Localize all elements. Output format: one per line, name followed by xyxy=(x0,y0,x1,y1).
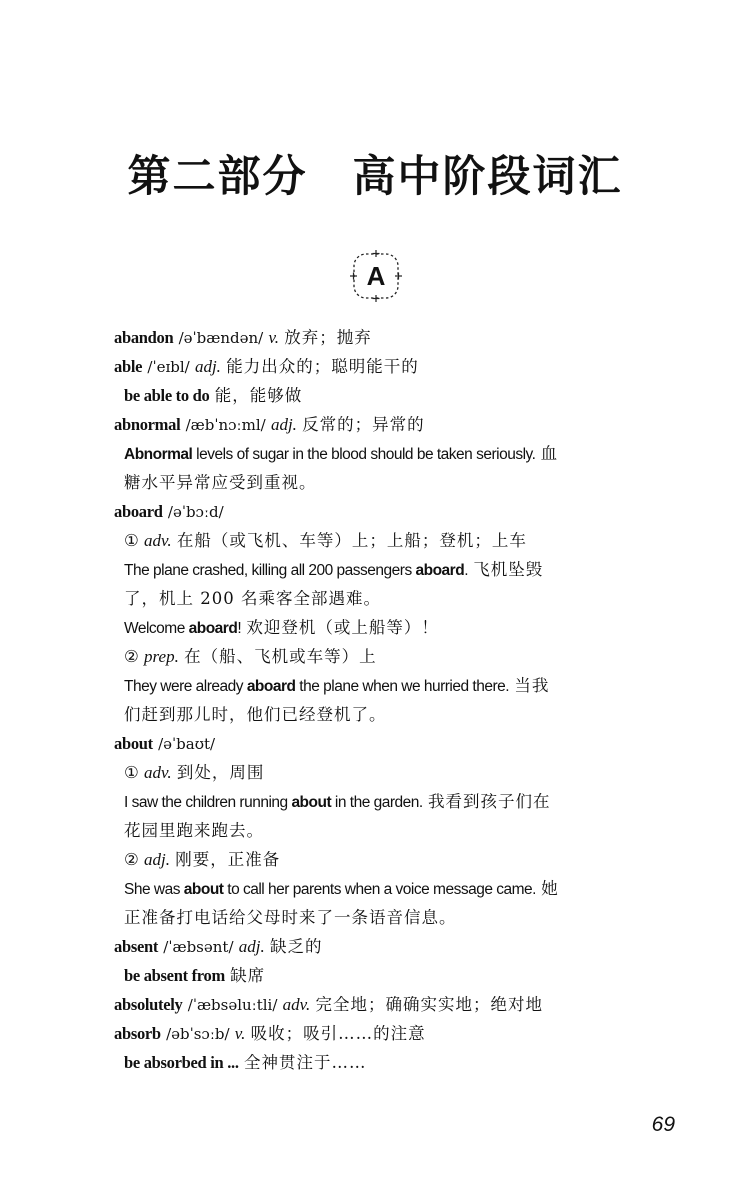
example-keyword: aboard xyxy=(188,620,238,637)
example-translation: 们赶到那儿时，他们已经登机了。 xyxy=(124,705,387,724)
entry-abnormal xyxy=(114,410,644,439)
part-of-speech: adv. xyxy=(144,763,172,782)
entry-absolutely xyxy=(114,990,644,1019)
headword: aboard xyxy=(114,502,163,521)
definition: 放弃；抛弃 xyxy=(284,328,372,347)
sense-number: ② xyxy=(124,850,139,869)
example-text: in the garden. xyxy=(331,794,423,811)
example-keyword: about xyxy=(291,794,332,811)
example-translation: 当我 xyxy=(514,676,550,695)
example-keyword: Abnormal xyxy=(124,446,193,463)
page-number: 69 xyxy=(651,1113,675,1136)
example-translation: 糖水平异常应受到重视。 xyxy=(124,473,317,492)
example-translation-line xyxy=(114,468,644,497)
phrase: be absorbed in ... xyxy=(124,1053,239,1072)
example-keyword: about xyxy=(183,881,224,898)
example-text: I saw the children running xyxy=(124,794,292,811)
phonetic: /æbˈnɔːml/ xyxy=(185,416,266,434)
example-text: the plane when we hurried there. xyxy=(295,678,510,695)
phrase-definition: 能，能够做 xyxy=(214,386,303,405)
phonetic: /əˈbɔːd/ xyxy=(167,503,224,521)
phrase: be able to do xyxy=(124,386,210,405)
definition: 在（船、飞机或车等）上 xyxy=(184,647,377,666)
sense-line xyxy=(114,642,644,671)
part-of-speech: adj. xyxy=(144,850,171,869)
example-translation: 欢迎登机（或上船等）！ xyxy=(246,618,439,637)
example-translation: 飞机坠毁 xyxy=(473,560,544,579)
example-text: ! xyxy=(237,620,242,637)
sense-number: ② xyxy=(124,647,139,666)
definition: 在船（或飞机、车等）上；上船；登机；上车 xyxy=(176,531,527,550)
headword: abnormal xyxy=(114,415,181,434)
definition: 刚要，正准备 xyxy=(175,850,281,869)
definition: 完全地；确确实实地；绝对地 xyxy=(315,995,543,1014)
headword: absorb xyxy=(114,1024,161,1043)
sense-line xyxy=(114,526,644,555)
example-translation-line xyxy=(114,903,644,932)
entry-about xyxy=(114,729,644,758)
phrase-line xyxy=(114,961,644,990)
phonetic: /əˈbaʊt/ xyxy=(158,735,216,753)
example-translation: 花园里跑来跑去。 xyxy=(124,821,264,840)
example-text: The plane crashed, killing all 200 passengers xyxy=(124,562,416,579)
entry-absent xyxy=(114,932,644,961)
example-text: She was xyxy=(124,881,184,898)
entry-abandon xyxy=(114,323,644,352)
phrase-definition: 缺席 xyxy=(230,966,266,985)
phonetic: /ˈæbsənt/ xyxy=(163,938,234,956)
example-keyword: aboard xyxy=(415,562,465,579)
example-keyword: aboard xyxy=(246,678,296,695)
phrase-line xyxy=(114,381,644,410)
example-translation-line xyxy=(114,700,644,729)
example-sentence xyxy=(114,439,644,468)
example-text: Welcome xyxy=(124,620,189,637)
part-of-speech: v. xyxy=(268,328,280,347)
example-translation: 我看到孩子们在 xyxy=(427,792,551,811)
phonetic: /ˈæbsəluːtli/ xyxy=(187,996,278,1014)
definition: 到处，周围 xyxy=(176,763,265,782)
example-sentence xyxy=(114,671,644,700)
section-letter: A xyxy=(366,261,386,291)
example-translation-line xyxy=(114,584,644,613)
part-of-speech: v. xyxy=(234,1024,246,1043)
headword: about xyxy=(114,734,153,753)
example-text: to call her parents when a voice message came. xyxy=(223,881,536,898)
phonetic: /əˈbændən/ xyxy=(178,329,264,347)
part-of-speech: adj. xyxy=(270,415,297,434)
sense-number: ① xyxy=(124,763,139,782)
example-translation: 她 xyxy=(541,879,559,898)
example-translation: 了，机上 200 名乘客全部遇难。 xyxy=(124,589,381,608)
example-sentence xyxy=(114,613,644,642)
phonetic: /əbˈsɔːb/ xyxy=(166,1025,230,1043)
sense-number: ① xyxy=(124,531,139,550)
page-title: 第二部分 高中阶段词汇 xyxy=(127,152,623,202)
phrase: be absent from xyxy=(124,966,225,985)
sense-line xyxy=(114,845,644,874)
headword: able xyxy=(114,357,143,376)
entry-absorb xyxy=(114,1019,644,1048)
part-of-speech: adv. xyxy=(282,995,311,1014)
entry-aboard xyxy=(114,497,644,526)
definition: 能力出众的；聪明能干的 xyxy=(226,357,419,376)
example-translation-line xyxy=(114,816,644,845)
headword: absolutely xyxy=(114,995,183,1014)
sense-line xyxy=(114,758,644,787)
part-of-speech: adj. xyxy=(238,937,265,956)
section-letter-badge xyxy=(350,250,402,302)
phrase-definition: 全神贯注于…… xyxy=(243,1053,367,1072)
phonetic: /ˈeɪbl/ xyxy=(147,358,190,376)
entry-able xyxy=(114,352,644,381)
headword: absent xyxy=(114,937,159,956)
example-translation: 正准备打电话给父母时来了一条语音信息。 xyxy=(124,908,457,927)
example-text: They were already xyxy=(124,678,247,695)
example-sentence xyxy=(114,787,644,816)
definition: 缺乏的 xyxy=(269,937,323,956)
example-sentence xyxy=(114,874,644,903)
example-text: levels of sugar in the blood should be taken seriously. xyxy=(192,446,536,463)
part-of-speech: adj. xyxy=(194,357,221,376)
phrase-line xyxy=(114,1048,644,1077)
example-text: . xyxy=(464,562,468,579)
part-of-speech: prep. xyxy=(144,647,179,666)
example-translation: 血 xyxy=(540,444,559,463)
definition: 吸收；吸引……的注意 xyxy=(250,1024,426,1043)
example-sentence xyxy=(114,555,644,584)
part-of-speech: adv. xyxy=(144,531,172,550)
headword: abandon xyxy=(114,328,174,347)
dictionary-entries xyxy=(114,323,644,1077)
definition: 反常的；异常的 xyxy=(302,415,425,434)
